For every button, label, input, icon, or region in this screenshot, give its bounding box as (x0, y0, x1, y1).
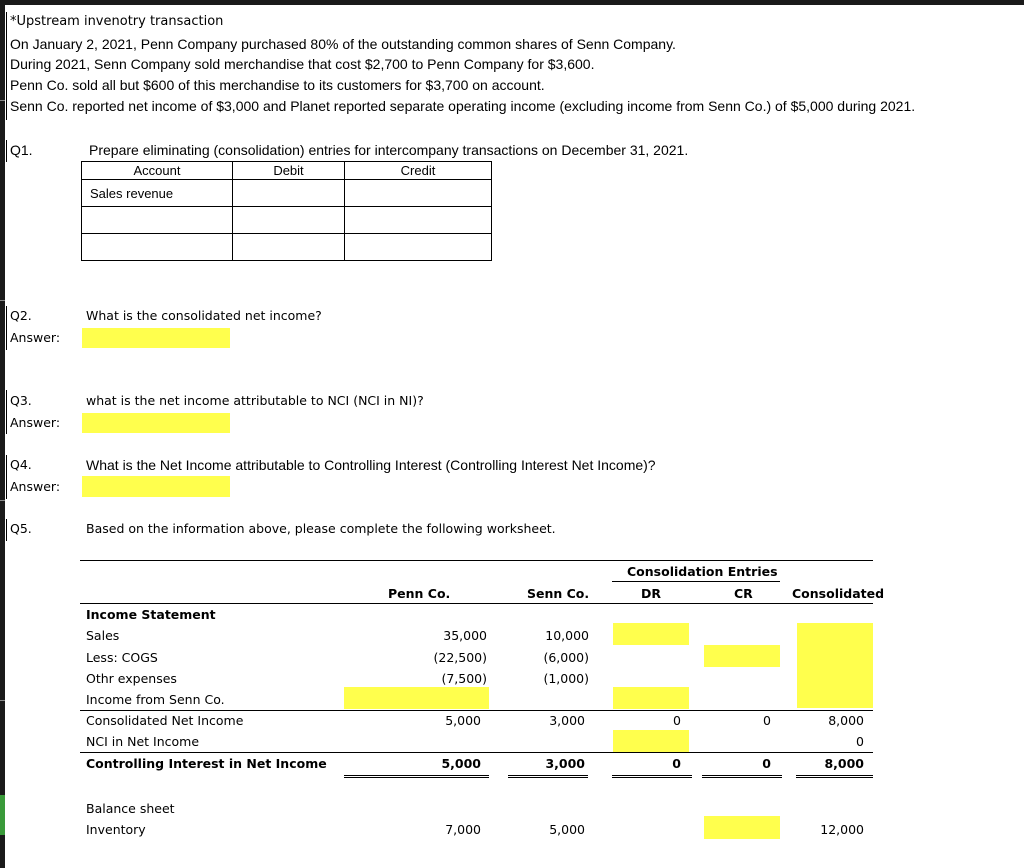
q5-question: Based on the information above, please complete the following worksheet. (86, 521, 556, 536)
row-label-inventory: Inventory (86, 822, 146, 837)
double-underline-dr-2 (612, 777, 692, 778)
col-header-cr: CR (734, 586, 753, 601)
double-underline-cr (702, 775, 782, 776)
cogs-cr-cell[interactable] (704, 645, 780, 667)
double-underline-dr (612, 775, 692, 776)
subtotal-rule (80, 710, 873, 711)
cni-dr: 0 (673, 713, 681, 728)
q2-label: Q2. (10, 308, 32, 323)
q3-answer-cell[interactable] (82, 413, 230, 433)
entries-cell-account[interactable] (82, 207, 233, 234)
section-income-statement: Income Statement (86, 607, 216, 622)
double-underline-penn-2 (344, 777, 489, 778)
header-line-4: Senn Co. reported net income of $3,000 and Planet reported separate operating income (excluding income from Senn Co.) of $5,000 during 2021. (10, 98, 916, 114)
worksheet-top-rule (80, 560, 873, 561)
q2-box-border (6, 306, 7, 350)
header-line-2: During 2021, Senn Company sold merchandise that cost $2,700 to Penn Company for $3,600. (10, 56, 595, 72)
q4-answer-cell[interactable] (82, 476, 230, 497)
total-rule (80, 752, 873, 753)
row-divider (0, 700, 5, 701)
entries-table (81, 161, 492, 261)
double-underline-senn (508, 775, 588, 776)
row-label-cni: Consolidated Net Income (86, 713, 244, 728)
cni-cr: 0 (763, 713, 771, 728)
row-divider (0, 300, 5, 301)
entries-header-credit: Credit (345, 162, 492, 180)
row-divider (0, 100, 5, 101)
row-label-other: Othr expenses (86, 671, 177, 686)
col-header-dr: DR (641, 586, 662, 601)
double-underline-penn (344, 775, 489, 776)
entries-cell-debit[interactable] (233, 207, 345, 234)
col-header-consolidated: Consolidated (792, 586, 885, 601)
other-penn: (7,500) (441, 671, 487, 686)
entries-cell-credit[interactable] (345, 234, 492, 261)
double-underline-cr-2 (702, 777, 782, 778)
q2-question: What is the consolidated net income? (86, 308, 322, 323)
header-title: *Upstream invenotry transaction (10, 14, 224, 29)
ci-dr: 0 (672, 756, 681, 771)
q1-box-border (6, 140, 7, 162)
header-box-border (6, 12, 7, 120)
ci-consolidated: 8,000 (824, 756, 864, 771)
entries-cell-debit[interactable] (233, 180, 345, 207)
inventory-cr-cell[interactable] (704, 816, 780, 839)
entries-cell-credit[interactable] (345, 180, 492, 207)
cni-penn: 5,000 (445, 713, 481, 728)
ci-cr: 0 (762, 756, 771, 771)
inventory-senn: 5,000 (549, 822, 585, 837)
q3-label: Q3. (10, 393, 32, 408)
q2-answer-cell[interactable] (82, 328, 230, 348)
sales-dr-cell[interactable] (613, 623, 689, 645)
row-header-strip (0, 5, 5, 868)
row-label-cogs: Less: COGS (86, 650, 158, 665)
consolidated-income-cells[interactable] (797, 623, 873, 708)
q3-answer-label: Answer: (10, 415, 61, 430)
ci-penn: 5,000 (441, 756, 481, 771)
section-balance-sheet: Balance sheet (86, 801, 175, 816)
cni-senn: 3,000 (549, 713, 585, 728)
q4-answer-label: Answer: (10, 479, 61, 494)
top-frame-bar (0, 0, 1024, 5)
double-underline-consolidated (796, 775, 873, 776)
col-header-senn: Senn Co. (527, 586, 590, 601)
ci-senn: 3,000 (545, 756, 585, 771)
nci-dr-cell[interactable] (613, 730, 689, 752)
active-row-marker (0, 795, 5, 835)
sales-senn: 10,000 (545, 628, 589, 643)
q1-question: Prepare eliminating (consolidation) entries for intercompany transactions on December 31, 2021. (89, 142, 689, 158)
entries-cell-credit[interactable] (345, 207, 492, 234)
sales-penn: 35,000 (443, 628, 487, 643)
header-line-3: Penn Co. sold all but $600 of this merchandise to its customers for $3,700 on account. (10, 77, 545, 93)
row-divider (0, 500, 5, 501)
other-senn: (1,000) (543, 671, 589, 686)
q5-label: Q5. (10, 521, 32, 536)
row-label-ci: Controlling Interest in Net Income (86, 756, 327, 771)
double-underline-consolidated-2 (796, 777, 873, 778)
cni-consolidated: 8,000 (828, 713, 864, 728)
entries-header-debit: Debit (233, 162, 345, 180)
income-from-senn-penn-cell[interactable] (344, 687, 489, 709)
q3-box-border (6, 390, 7, 434)
income-from-senn-dr-cell[interactable] (613, 687, 689, 709)
row-label-nci: NCI in Net Income (86, 734, 200, 749)
inventory-consolidated: 12,000 (820, 822, 864, 837)
cogs-penn: (22,500) (433, 650, 487, 665)
col-header-penn: Penn Co. (388, 586, 451, 601)
entries-header-account: Account (82, 162, 233, 180)
inventory-penn: 7,000 (445, 822, 481, 837)
nci-consolidated: 0 (856, 734, 864, 749)
consolidation-entries-header: Consolidation Entries (627, 564, 778, 579)
entries-cell-account[interactable] (82, 234, 233, 261)
header-line-1: On January 2, 2021, Penn Company purchased 80% of the outstanding common shares of Senn Company. (10, 36, 676, 52)
q1-label: Q1. (10, 142, 33, 158)
cogs-senn: (6,000) (543, 650, 589, 665)
worksheet-header-rule (80, 603, 873, 604)
entries-cell-debit[interactable] (233, 234, 345, 261)
double-underline-senn-2 (508, 777, 588, 778)
row-label-sales: Sales (86, 628, 120, 643)
q2-answer-label: Answer: (10, 330, 61, 345)
q3-question: what is the net income attributable to NCI (NCI in NI)? (86, 393, 424, 408)
q4-question: What is the Net Income attributable to Controlling Interest (Controlling Interest Net Income)? (86, 457, 656, 473)
consolidation-entries-rule (612, 581, 780, 582)
q4-label: Q4. (10, 457, 32, 472)
row-label-income-senn: Income from Senn Co. (86, 692, 225, 707)
q5-box-border (6, 519, 7, 541)
entries-cell-account[interactable]: Sales revenue (82, 180, 233, 207)
q4-box-border (6, 455, 7, 499)
